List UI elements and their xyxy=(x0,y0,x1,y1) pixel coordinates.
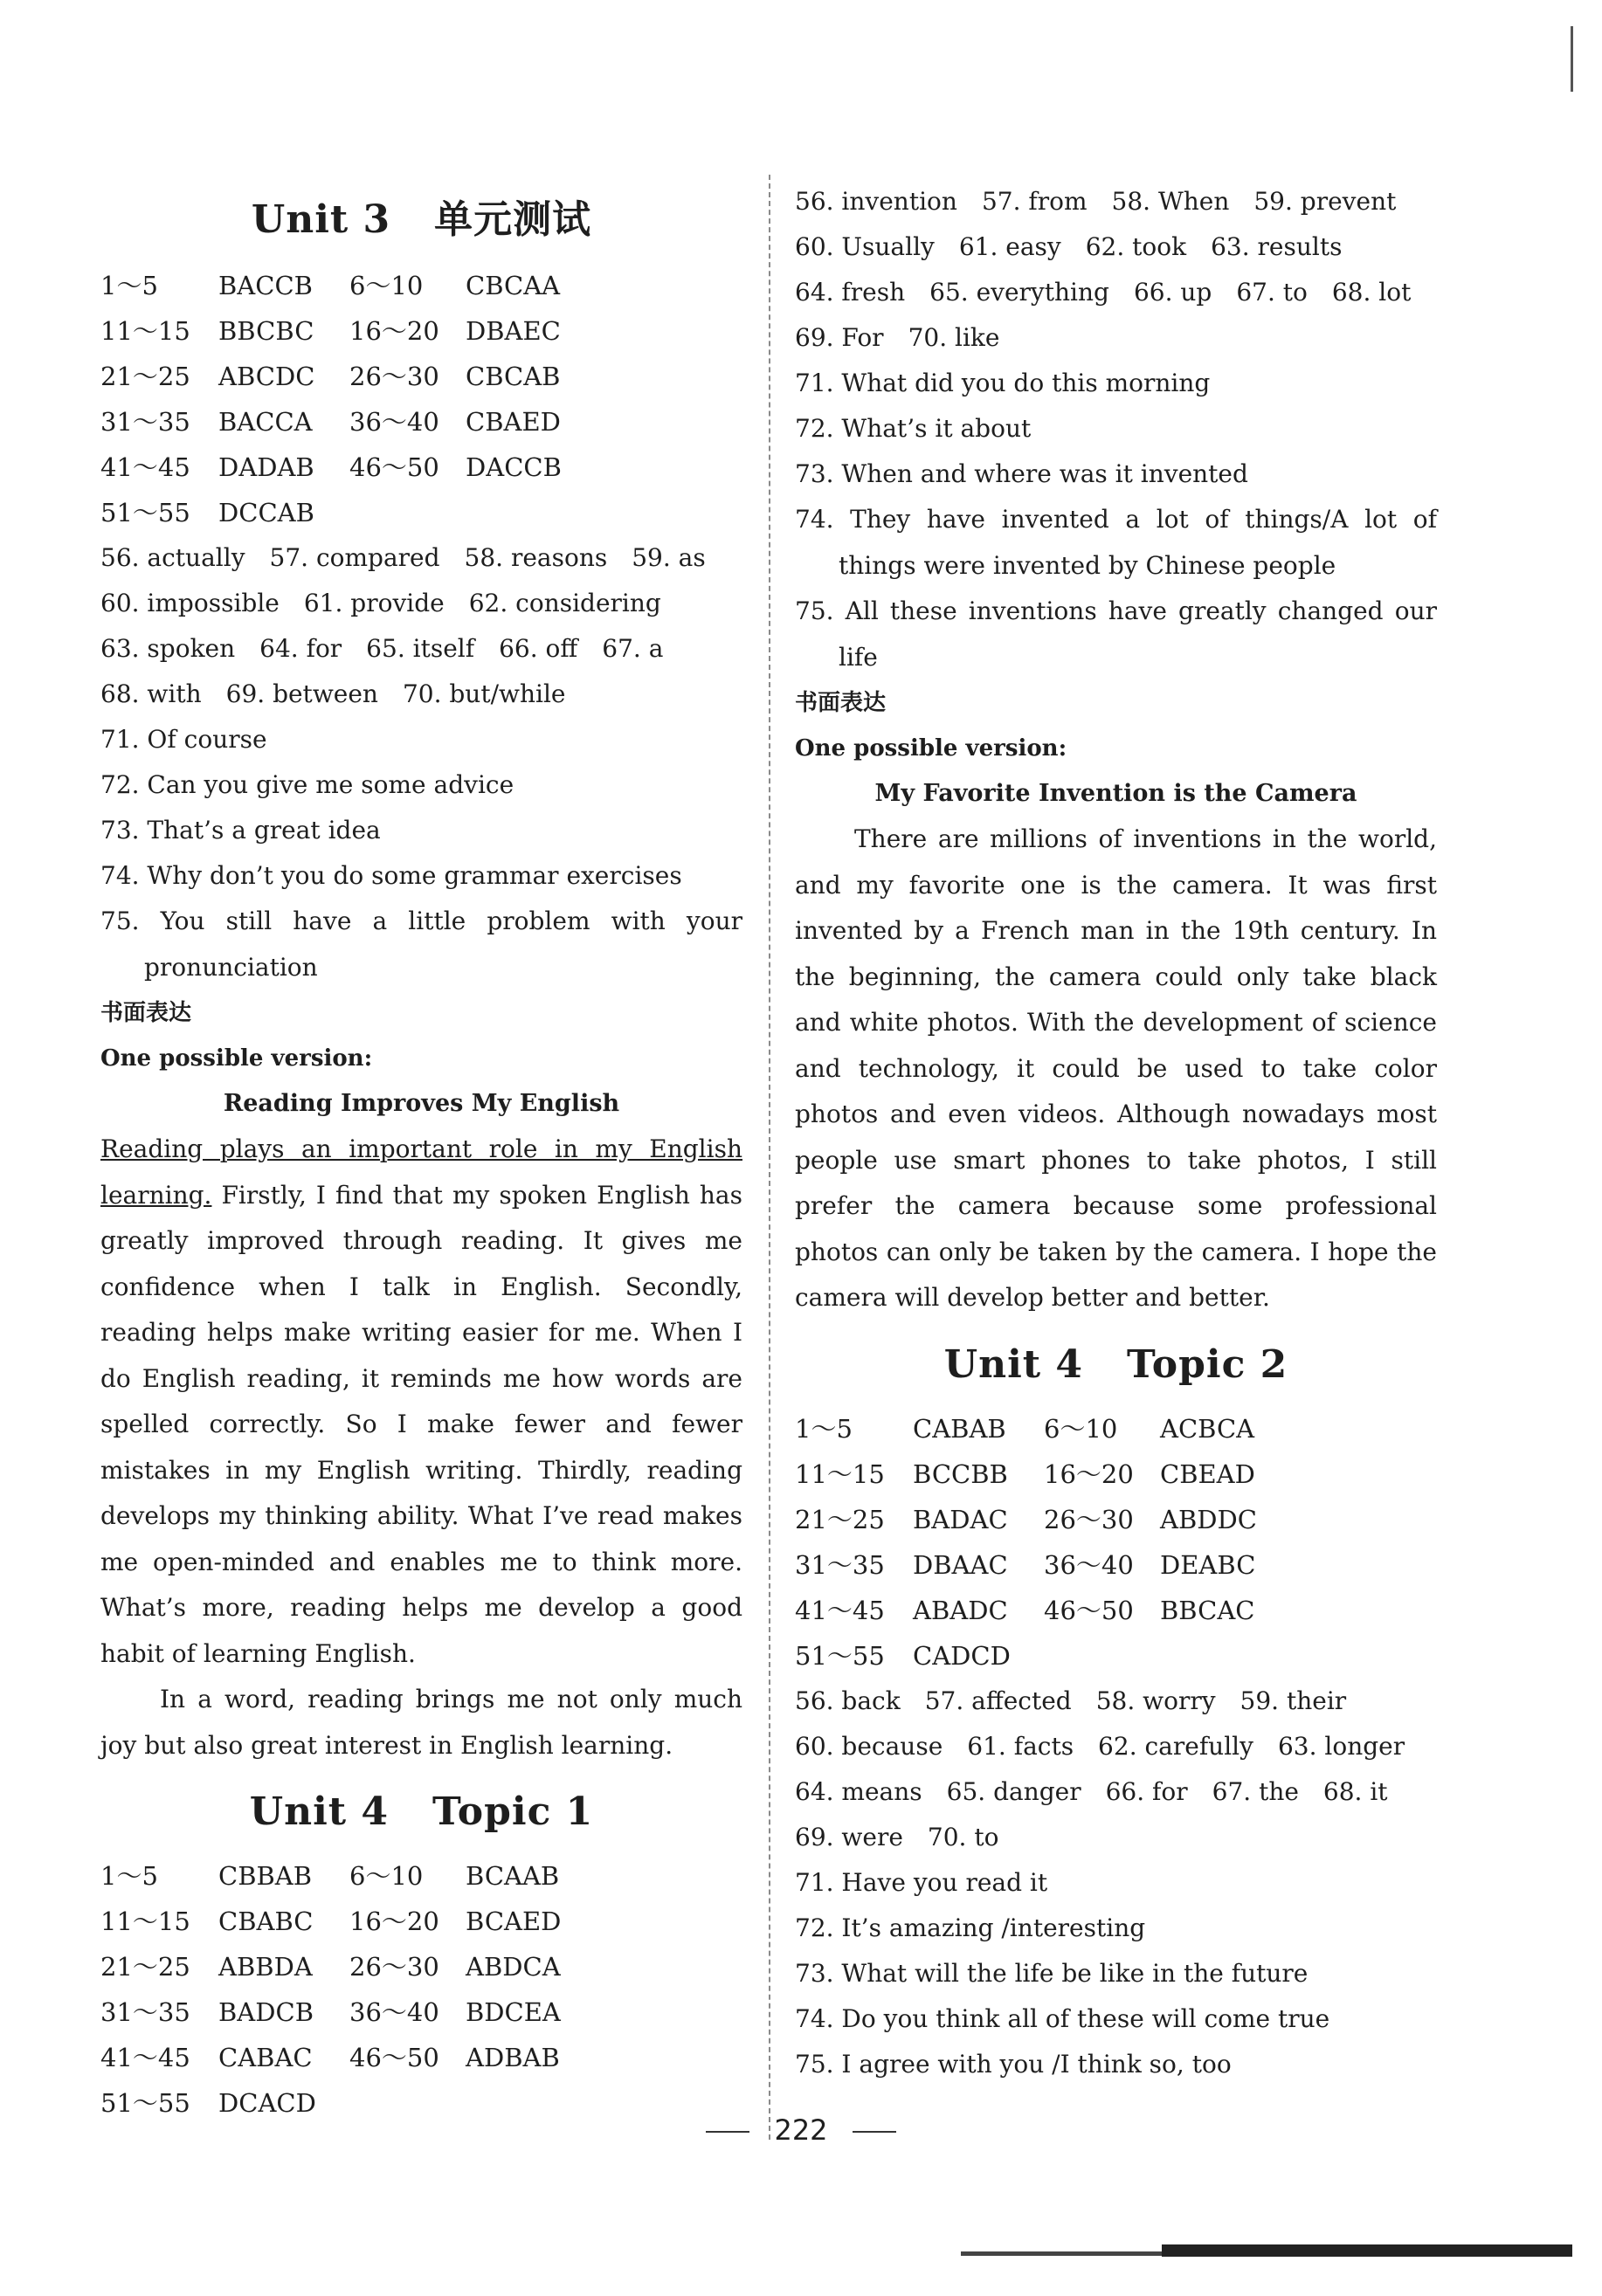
essay-title: My Favorite Invention is the Camera xyxy=(874,780,1357,807)
answer-range: 26～30 xyxy=(349,362,439,391)
answer-line: 69. For 70. like xyxy=(795,323,1000,352)
unit3-choice-answers xyxy=(100,263,742,535)
unit4t1-fill-answers xyxy=(795,179,1437,680)
answer-value: BCAAB xyxy=(466,1861,560,1891)
answer-value: CABAB xyxy=(913,1413,1006,1444)
unit4t2-choice-answers xyxy=(795,1406,1437,1679)
answer-value: ABCDC xyxy=(218,362,315,391)
answer-range: 16～20 xyxy=(1044,1458,1134,1489)
answer-value: BCCBB xyxy=(913,1458,1008,1489)
answer-range: 46～50 xyxy=(349,452,439,482)
answer-line-75: 75. All these inventions have greatly changed our life xyxy=(795,596,1437,672)
answer-value: DBAAC xyxy=(913,1549,1008,1580)
answer-range: 41～45 xyxy=(100,452,190,482)
footer-rule xyxy=(961,2251,1162,2256)
answer-value: CBAED xyxy=(466,407,561,437)
answer-range: 21～25 xyxy=(795,1504,885,1534)
answer-range: 1～5 xyxy=(795,1413,853,1444)
unit3-fill-answers xyxy=(100,535,742,990)
answer-value: ABDCA xyxy=(466,1952,561,1982)
answer-range: 16～20 xyxy=(349,316,439,346)
answer-line: 60. impossible 61. provide 62. considering xyxy=(100,589,661,617)
unit4t1-title-unit: Unit 4 xyxy=(249,1789,390,1834)
answer-range: 6～10 xyxy=(349,1861,424,1891)
answer-range: 41～45 xyxy=(100,2043,190,2072)
version-label: One possible version: xyxy=(100,1045,373,1072)
writing-heading: 书面表达 xyxy=(795,690,887,716)
answer-range: 51～55 xyxy=(100,498,190,527)
answer-line: 74. Do you think all of these will come true xyxy=(795,2003,1330,2033)
right-column xyxy=(795,179,1437,2087)
answer-line: 75. I agree with you /I think so, too xyxy=(795,2049,1232,2079)
answer-value: DBAEC xyxy=(466,316,561,346)
answer-value: CBEAD xyxy=(1160,1458,1255,1489)
answer-value: CBABC xyxy=(218,1906,314,1936)
answer-row xyxy=(100,399,742,445)
answer-range: 46～50 xyxy=(349,2043,439,2072)
column-divider xyxy=(769,175,770,2140)
answer-row xyxy=(795,1542,1437,1588)
unit3-title xyxy=(100,188,742,244)
answer-row xyxy=(100,1944,742,1989)
unit3-title-unit: Unit 3 xyxy=(251,197,391,242)
answer-value: CBCAB xyxy=(466,362,561,391)
answer-range: 51～55 xyxy=(795,1640,885,1671)
answer-line-75: 75. You still have a little problem with your pronunciation xyxy=(100,907,742,982)
answer-row xyxy=(795,1588,1437,1633)
answer-value: ACBCA xyxy=(1160,1413,1255,1444)
essay-title: Reading Improves My English xyxy=(223,1090,620,1117)
answer-range: 31～35 xyxy=(795,1549,885,1580)
answer-line: 68. with 69. between 70. but/while xyxy=(100,679,566,708)
left-column xyxy=(100,170,742,2126)
answer-line: 72. Can you give me some advice xyxy=(100,770,514,799)
answer-range: 36～40 xyxy=(349,1997,439,2027)
answer-row xyxy=(100,445,742,490)
answer-range: 11～15 xyxy=(100,1906,190,1936)
answer-row xyxy=(795,1451,1437,1497)
answer-line: 56. actually 57. compared 58. reasons 59. as xyxy=(100,543,706,572)
answer-range: 11～15 xyxy=(100,316,190,346)
writing-heading: 书面表达 xyxy=(100,1000,192,1026)
version-label: One possible version: xyxy=(795,735,1067,762)
answer-line: 63. spoken 64. for 65. itself 66. off 67. a xyxy=(100,634,664,663)
answer-range: 31～35 xyxy=(100,407,190,437)
answer-line: 72. It’s amazing /interesting xyxy=(795,1913,1146,1942)
answer-value: BACCB xyxy=(218,271,313,300)
answer-line: 73. When and where was it invented xyxy=(795,459,1248,488)
unit4-topic2-title xyxy=(795,1342,1437,1387)
answer-range: 1～5 xyxy=(100,1861,158,1891)
answer-row xyxy=(100,2035,742,2080)
answer-range: 31～35 xyxy=(100,1997,190,2027)
answer-line: 64. means 65. danger 66. for 67. the 68. it xyxy=(795,1776,1388,1806)
answer-value: DADAB xyxy=(218,452,314,482)
answer-value: ABDDC xyxy=(1160,1504,1257,1534)
answer-value: ABBDA xyxy=(218,1952,313,1982)
answer-line: 60. because 61. facts 62. carefully 63. longer xyxy=(795,1731,1405,1761)
answer-line: 71. Have you read it xyxy=(795,1867,1048,1897)
answer-value: BCAED xyxy=(466,1906,562,1936)
unit4t1-title-topic: Topic 1 xyxy=(432,1789,594,1834)
answer-value: ADBAB xyxy=(466,2043,560,2072)
page-number xyxy=(0,2113,1602,2147)
answer-line: 64. fresh 65. everything 66. up 67. to 68. lot xyxy=(795,278,1412,307)
edge-rule xyxy=(1571,26,1573,92)
answer-line-74: 74. They have invented a lot of things/A lot of things were invented by Chinese people xyxy=(795,505,1437,580)
answer-range: 21～25 xyxy=(100,362,190,391)
answer-value: BADCB xyxy=(218,1997,314,2027)
answer-value: DEABC xyxy=(1160,1549,1256,1580)
answer-value: BBCAC xyxy=(1160,1595,1255,1625)
answer-row xyxy=(795,1633,1437,1679)
answer-range: 6～10 xyxy=(1044,1413,1118,1444)
answer-line: 73. What will the life be like in the future xyxy=(795,1958,1309,1988)
essay-body: There are millions of inventions in the world, and my favorite one is the camera. It was first invented by a French man in the 19th century. In the beginning, the camera could only take black and white photos. With the development of science and technology, it could be used to take color photos and even videos. Although nowadays most people use smart phones to take photos, I still prefer the camera because some professional photos can only be taken by the camera. I hope the camera will develop better and better. xyxy=(795,824,1437,1312)
unit4t2-title-topic: Topic 2 xyxy=(1127,1341,1288,1387)
unit4-topic1-title xyxy=(100,1789,742,1834)
answer-value: CBBAB xyxy=(218,1861,313,1891)
answer-line: 71. What did you do this morning xyxy=(795,369,1211,397)
answer-range: 51～55 xyxy=(100,2088,190,2118)
answer-value: DACCB xyxy=(466,452,562,482)
answer-range: 1～5 xyxy=(100,271,158,300)
answer-line: 74. Why don’t you do some grammar exercises xyxy=(100,861,682,890)
answer-value: BDCEA xyxy=(466,1997,561,2027)
answer-range: 16～20 xyxy=(349,1906,439,1936)
answer-value: DCACD xyxy=(218,2088,316,2118)
answer-value: BACCA xyxy=(218,407,313,437)
answer-line: 72. What’s it about xyxy=(795,414,1032,443)
answer-row xyxy=(100,263,742,308)
essay-paragraph xyxy=(100,1677,742,1769)
answer-range: 26～30 xyxy=(349,1952,439,1982)
essay-conclusion: In a word, reading brings me not only much joy but also great interest in English learning. xyxy=(100,1685,742,1760)
answer-row xyxy=(795,1406,1437,1451)
unit3-title-test: 单元测试 xyxy=(434,197,592,242)
answer-value: BBCBC xyxy=(218,316,314,346)
answer-value: BADAC xyxy=(913,1504,1008,1534)
answer-range: 26～30 xyxy=(1044,1504,1134,1534)
answer-range: 46～50 xyxy=(1044,1595,1134,1625)
essay-paragraph xyxy=(795,817,1437,1321)
answer-value: DCCAB xyxy=(218,498,314,527)
answer-row xyxy=(100,1899,742,1944)
answer-range: 36～40 xyxy=(349,407,439,437)
answer-row xyxy=(100,308,742,354)
unit4t2-fill-answers xyxy=(795,1679,1437,2087)
answer-line: 69. were 70. to xyxy=(795,1822,999,1851)
answer-range: 6～10 xyxy=(349,271,424,300)
answer-row xyxy=(100,1853,742,1899)
answer-range: 41～45 xyxy=(795,1595,885,1625)
footer-rule xyxy=(1162,2244,1572,2257)
answer-line: 56. back 57. affected 58. worry 59. their xyxy=(795,1686,1347,1715)
page-number-dash xyxy=(706,2131,749,2133)
page-number-value: 222 xyxy=(774,2113,828,2147)
answer-row xyxy=(100,490,742,535)
answer-line: 60. Usually 61. easy 62. took 63. results xyxy=(795,232,1343,261)
answer-line: 71. Of course xyxy=(100,725,267,754)
answer-range: 21～25 xyxy=(100,1952,190,1982)
answer-value: CADCD xyxy=(913,1640,1011,1671)
answer-line: 56. invention 57. from 58. When 59. prevent xyxy=(795,187,1397,216)
answer-line: 73. That’s a great idea xyxy=(100,816,381,845)
answer-range: 11～15 xyxy=(795,1458,885,1489)
answer-row xyxy=(100,1989,742,2035)
unit4t1-choice-answers xyxy=(100,1853,742,2126)
essay-body: Firstly, I find that my spoken English has greatly improved through reading. It gives me confidence when I talk in English. Secondly, reading helps make writing easier for me. When I do English reading, it reminds me how words are spelled correctly. So I make fewer and fewer mistakes in my English writing. Thirdly, reading develops my thinking ability. What I’ve read makes me open-minded and enables me to think more. What’s more, reading helps me develop a good habit of learning English. xyxy=(100,1180,742,1668)
answer-value: CBCAA xyxy=(466,271,561,300)
answer-value: ABADC xyxy=(913,1595,1008,1625)
answer-row xyxy=(100,354,742,399)
answer-value: CABAC xyxy=(218,2043,313,2072)
answer-row xyxy=(795,1497,1437,1542)
page-number-dash xyxy=(853,2131,896,2133)
essay-paragraph xyxy=(100,1127,742,1677)
essay-underlined-sentence: Reading plays an important role in my English learning. xyxy=(100,1134,742,1210)
unit4t2-title-unit: Unit 4 xyxy=(943,1341,1084,1387)
answer-range: 36～40 xyxy=(1044,1549,1134,1580)
